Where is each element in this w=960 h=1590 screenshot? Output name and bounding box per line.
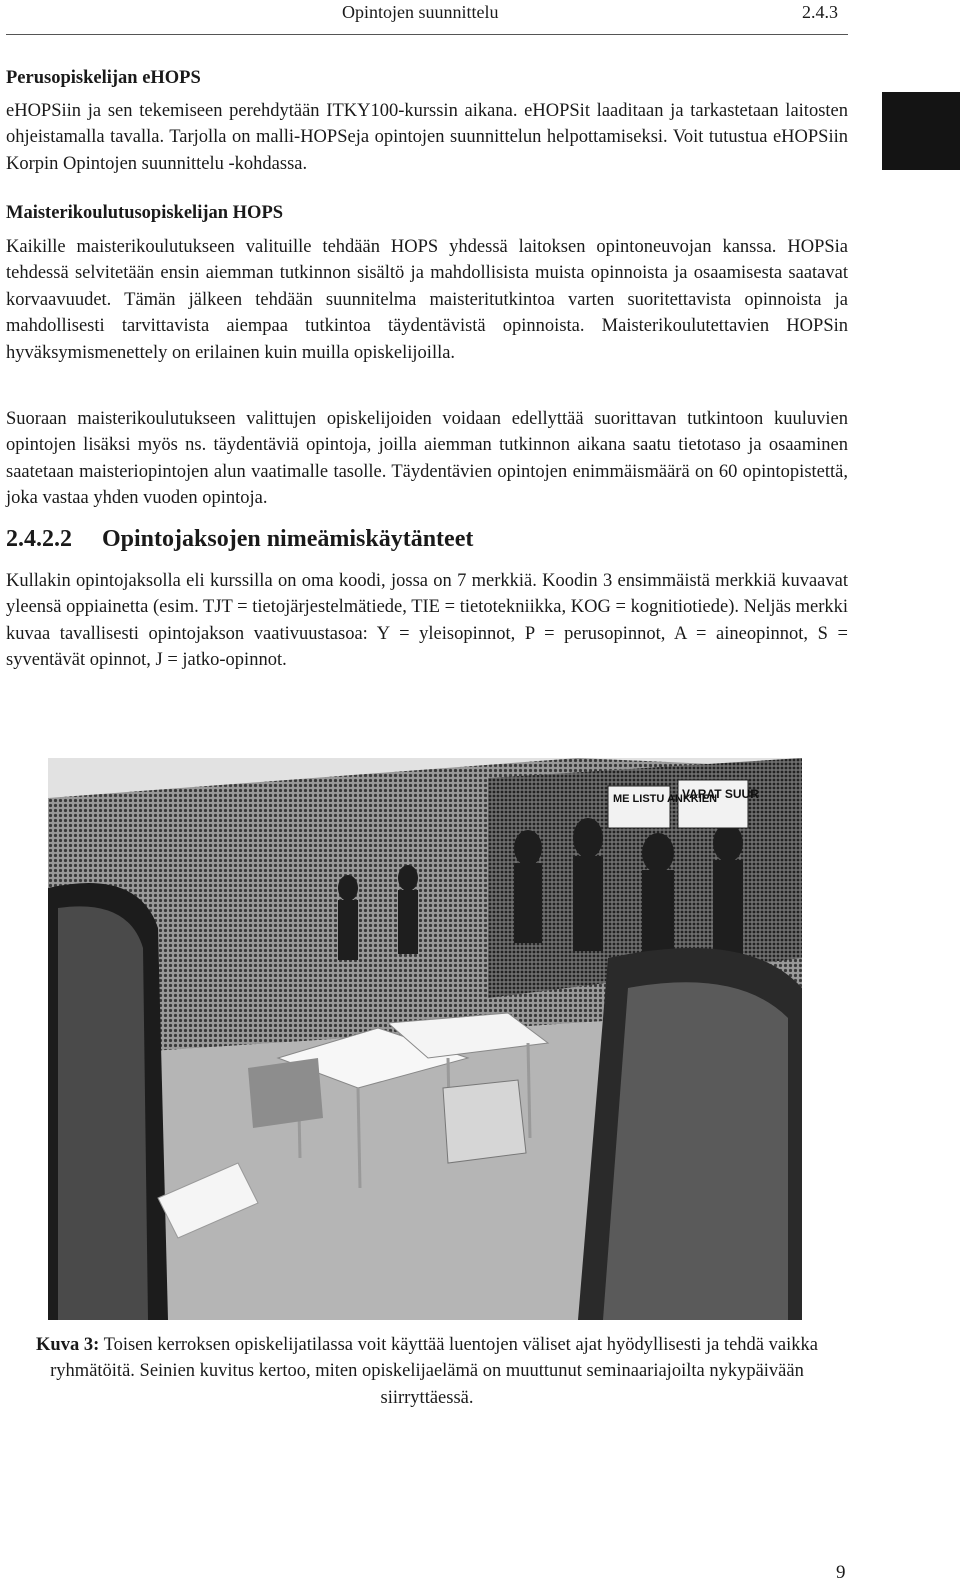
paragraph-ehops-text: eHOPSiin ja sen tekemiseen perehdytään ITKY100-kurssin aikana. eHOPSit laaditaan ja tarkastetaan laitosten ohjeistamalla tavalla. Tarjolla on malli-HOPSeja opintojen suunnittelun helpottamiseksi. Voit tutustua eHOPSiin Korpin Opintojen suunnittelu -kohdassa. (6, 101, 848, 174)
paragraph-maisteri-2 (6, 406, 848, 512)
paragraph-maisteri-1 (6, 234, 848, 366)
paragraph-naming (6, 568, 848, 674)
paragraph-naming-text: Kullakin opintojaksolla eli kurssilla on oma koodi, jossa on 7 merkkiä. Koodin 3 ensimmäistä merkkiä kuvaavat yleensä oppiainetta (esim. TJT = tietojärjestelmätiede, TIE = tietotekniikka, KOG = kognitiotiede). Neljäs merkki kuvaa tavallisesti opintojakson vaativuustasoa: Y = yleisopinnot, P = perusopinnot, A = aineopinnot, S = syventävät opinnot, J = jatko-opinnot. (6, 571, 848, 671)
protest-sign-1-text: ME LISTU ANKKIEN (613, 793, 718, 805)
paragraph-maisteri-1-text: Kaikille maisterikoulutukseen valituille tehdään HOPS yhdessä laitoksen opintoneuvojan kanssa. HOPSia tehdessä selvitetään ensin aiemman tutkinnon sisältö ja mahdollisista muista opinnoista ja osaamisesta saatavat korvaavuudet. Tämän jälkeen tehdään suunnitelma maisteritutkintoa varten suoritettavista opinnoista ja mahdollisesti tarvittavista aiempaa tutkintoa täydentävistä opinnoista. Maisterikoulutettavien HOPSin hyväksymismenettely on erilainen kuin muilla opiskelijoilla. (6, 237, 848, 363)
subheading-ehops: Perusopiskelijan eHOPS (6, 68, 201, 88)
photo-illustration (48, 758, 802, 1320)
booth-right-inner (603, 982, 788, 1320)
paragraph-ehops (6, 98, 848, 177)
subheading-maisteri-hops: Maisterikoulutusopiskelijan HOPS (6, 203, 284, 223)
page-number: 9 (836, 1562, 846, 1583)
section-number: 2.4.2.2 (6, 526, 72, 552)
header-rule (6, 34, 848, 35)
figure-caption-text: Toisen kerroksen opiskelijatilassa voit käyttää luentojen väliset ajat hyödyllisesti ja tehdä vaikka ryhmätöitä. Seinien kuvitus kertoo, miten opiskelijaelämä on muuttunut seminaariajoilta nykypäivään siirryttäessä. (50, 1335, 818, 1408)
section-heading-naming (6, 526, 473, 553)
chair-1 (248, 1058, 323, 1128)
section-title: Opintojaksojen nimeämiskäytänteet (102, 526, 474, 552)
running-header-section-number: 2.4.3 (802, 2, 838, 22)
running-header-title: Opintojen suunnittelu (342, 2, 499, 22)
figure-caption (6, 1332, 848, 1411)
chair-2 (443, 1080, 526, 1163)
paragraph-maisteri-2-text: Suoraan maisterikoulutukseen valittujen opiskelijoiden voidaan edellyttää suorittavan tutkintoon kuuluvien opintojen lisäksi myös ns. täydentäviä opintoja, joilla aiemman tutkinnon aikana saatu tietotaso ja osaaminen saatetaan maisteriopintojen alun vaatimalle tasolle. Täydentävien opintojen enimmäismäärä on 60 opintopistettä, joka vastaa yhden vuoden opintoja. (6, 409, 848, 509)
chapter-thumb-tab (882, 92, 960, 170)
protest-sign-2-text: VARAT SUUR (682, 787, 759, 801)
figure-label: Kuva 3: (36, 1335, 100, 1355)
figure-photo-student-lounge (48, 758, 802, 1320)
booth-left-inner (58, 906, 148, 1320)
